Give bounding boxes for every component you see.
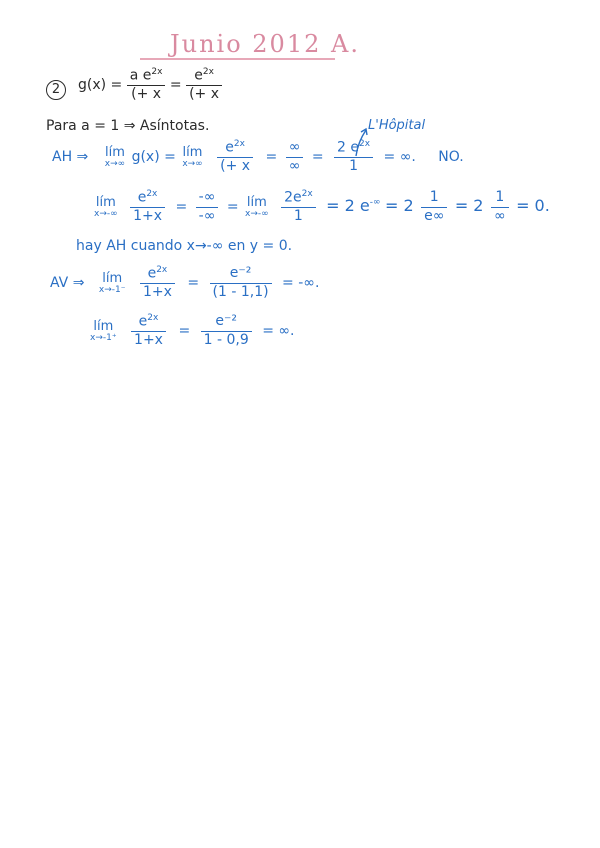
hopital-note: L'Hôpital bbox=[368, 118, 426, 133]
equals: = bbox=[169, 77, 182, 94]
ah-conclusion: hay AH cuando x→-∞ en y = 0. bbox=[76, 238, 293, 254]
av-right-line: lím x→-1⁺ $\frac{e^{2x}}{1+x}$ = $\frac{\text{e⁻²}}{1 - 0,9}$ = ∞. bbox=[90, 313, 295, 349]
av-left-line: AV ⇒ lím x→-1⁻ $\frac{e^{2x}}{1+x}$ = $\frac{\text{e⁻²}}{(1 - 1,1)}$ = -∞. bbox=[50, 265, 320, 301]
ah-positive-line: AH ⇒ lím x→∞ g(x) = lím x→∞ $\frac{e^{2x}}{(+ x}$ = $\frac{\infty}{\infty}$ = $\frac{2 e^{2x}}{1}$ = ∞. NO. bbox=[52, 139, 464, 175]
frac-def-2: $\frac{e^{2x}}{(+ x}$ bbox=[186, 68, 222, 102]
frac-def-1: $\frac{a e^{2x}}{(+ x}$ bbox=[127, 68, 166, 102]
lhs: g(x) = bbox=[78, 77, 123, 94]
function-definition bbox=[78, 68, 222, 102]
title-underline bbox=[140, 58, 335, 60]
param-line: Para a = 1 ⇒ Asíntotas. bbox=[46, 118, 210, 134]
page-title: Junio 2012 A. bbox=[170, 30, 360, 58]
problem-number-badge: 2 bbox=[46, 80, 66, 100]
ah-negative-line: lím x→-∞ $\frac{e^{2x}}{1+x}$ = $\frac{-\infty}{-\infty}$ = lím x→-∞ $\frac{2e^{2x}}{1}$ = 2 e-∞ = 2 $\frac{1}{e\infty}$ = 2 $\frac{1}{\infty}$ = 0. bbox=[94, 189, 550, 225]
